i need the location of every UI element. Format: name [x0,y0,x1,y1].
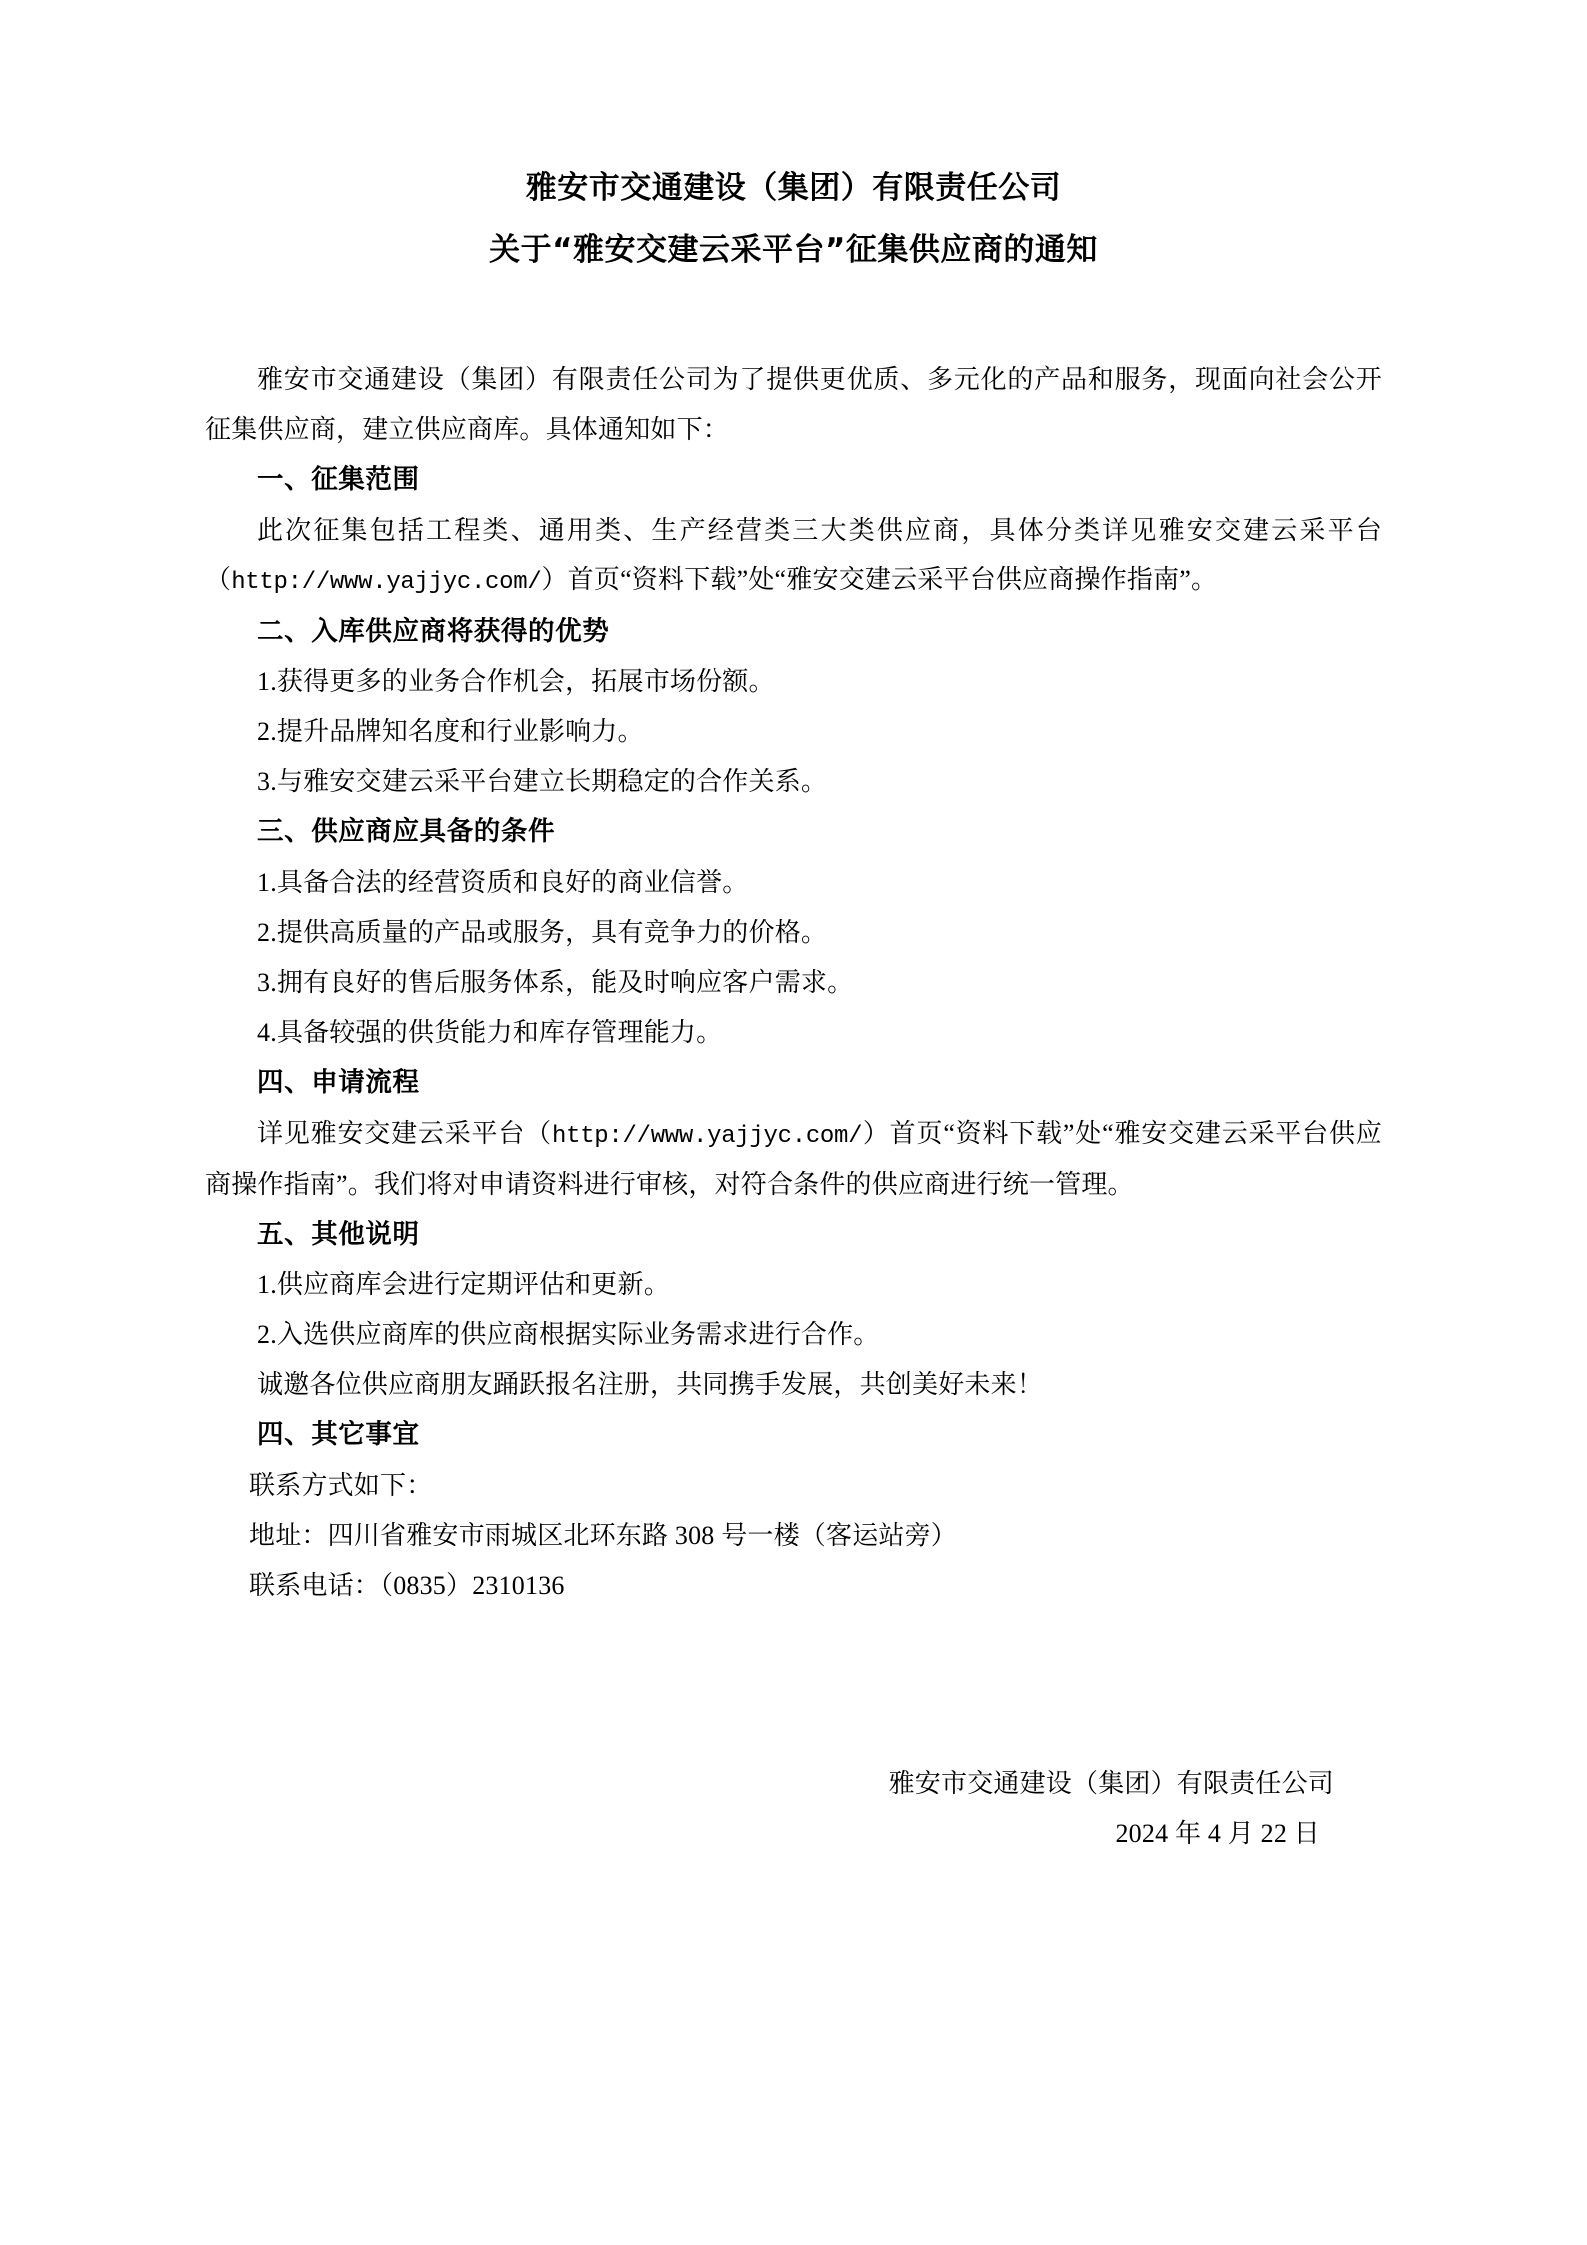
section-1-url: http://www.yajjyc.com/ [231,569,542,597]
list-item: 3.拥有良好的售后服务体系，能及时响应客户需求。 [257,967,854,997]
list-item: 诚邀各位供应商朋友踊跃报名注册，共同携手发展，共创美好未来！ [257,1370,1044,1400]
section-heading-5: 五、其他说明 [257,1218,420,1250]
title-line-1: 雅安市交通建设（集团）有限责任公司 [525,170,1062,206]
list-item: 3.与雅安交建云采平台建立长期稳定的合作关系。 [257,767,828,797]
document-body [205,355,1382,1611]
section-heading-2: 二、入库供应商将获得的优势 [257,615,610,647]
section-1-text-before: 此次征集包括工程类、通用类、生产经营类三大类供应商，具体分类详见雅安交建云采平台（ [205,515,1382,595]
intro-paragraph: 雅安市交通建设（集团）有限责任公司为了提供更优质、多元化的产品和服务，现面向社会公开征集供应商，建立供应商库。具体通知如下： [205,364,1382,444]
section-4-text-before: 详见雅安交建云采平台（ [257,1118,552,1148]
contact-intro: 联系方式如下： [249,1470,433,1500]
list-item: 1.获得更多的业务合作机会，拓展市场份额。 [257,667,775,697]
signature-company: 雅安市交通建设（集团）有限责任公司 [888,1768,1334,1798]
section-1-text-after: ）首页“资料下载”处“雅安交建云采平台供应商操作指南”。 [541,565,1218,595]
section-1-paragraph [205,506,1382,607]
list-item: 1.具备合法的经营资质和良好的商业信誉。 [257,868,749,898]
list-item: 2.提升品牌知名度和行业影响力。 [257,717,644,747]
section-4-url: http://www.yajjyc.com/ [551,1122,863,1150]
contact-address: 地址：四川省雅安市雨城区北环东路 308 号一楼（客运站旁） [249,1520,958,1550]
section-heading-1: 一、征集范围 [257,463,420,495]
section-heading-3: 三、供应商应具备的条件 [257,816,556,848]
section-4-text-after: ）首页“资料下载”处“雅安交建云采平台供应商操作指南”。我们将对申请资料进行审核，对符合条件的供应商进行统一管理。 [205,1118,1383,1199]
section-heading-6: 四、其它事宜 [257,1419,420,1451]
list-item: 2.提供高质量的产品或服务，具有竞争力的价格。 [257,917,828,947]
contact-phone: 联系电话：（0835）2310136 [249,1570,565,1600]
list-item: 2.入选供应商库的供应商根据实际业务需求进行合作。 [257,1320,880,1350]
title-line-2: 关于“雅安交建云采平台”征集供应商的通知 [489,232,1098,269]
page-title [205,158,1382,281]
section-4-paragraph [205,1109,1382,1210]
list-item: 4.具备较强的供货能力和库存管理能力。 [257,1017,723,1047]
signature-block [205,1759,1382,1860]
signature-date: 2024 年 4 月 22 日 [1115,1819,1320,1849]
section-heading-4: 四、申请流程 [257,1066,420,1098]
list-item: 1.供应商库会进行定期评估和更新。 [257,1270,670,1300]
